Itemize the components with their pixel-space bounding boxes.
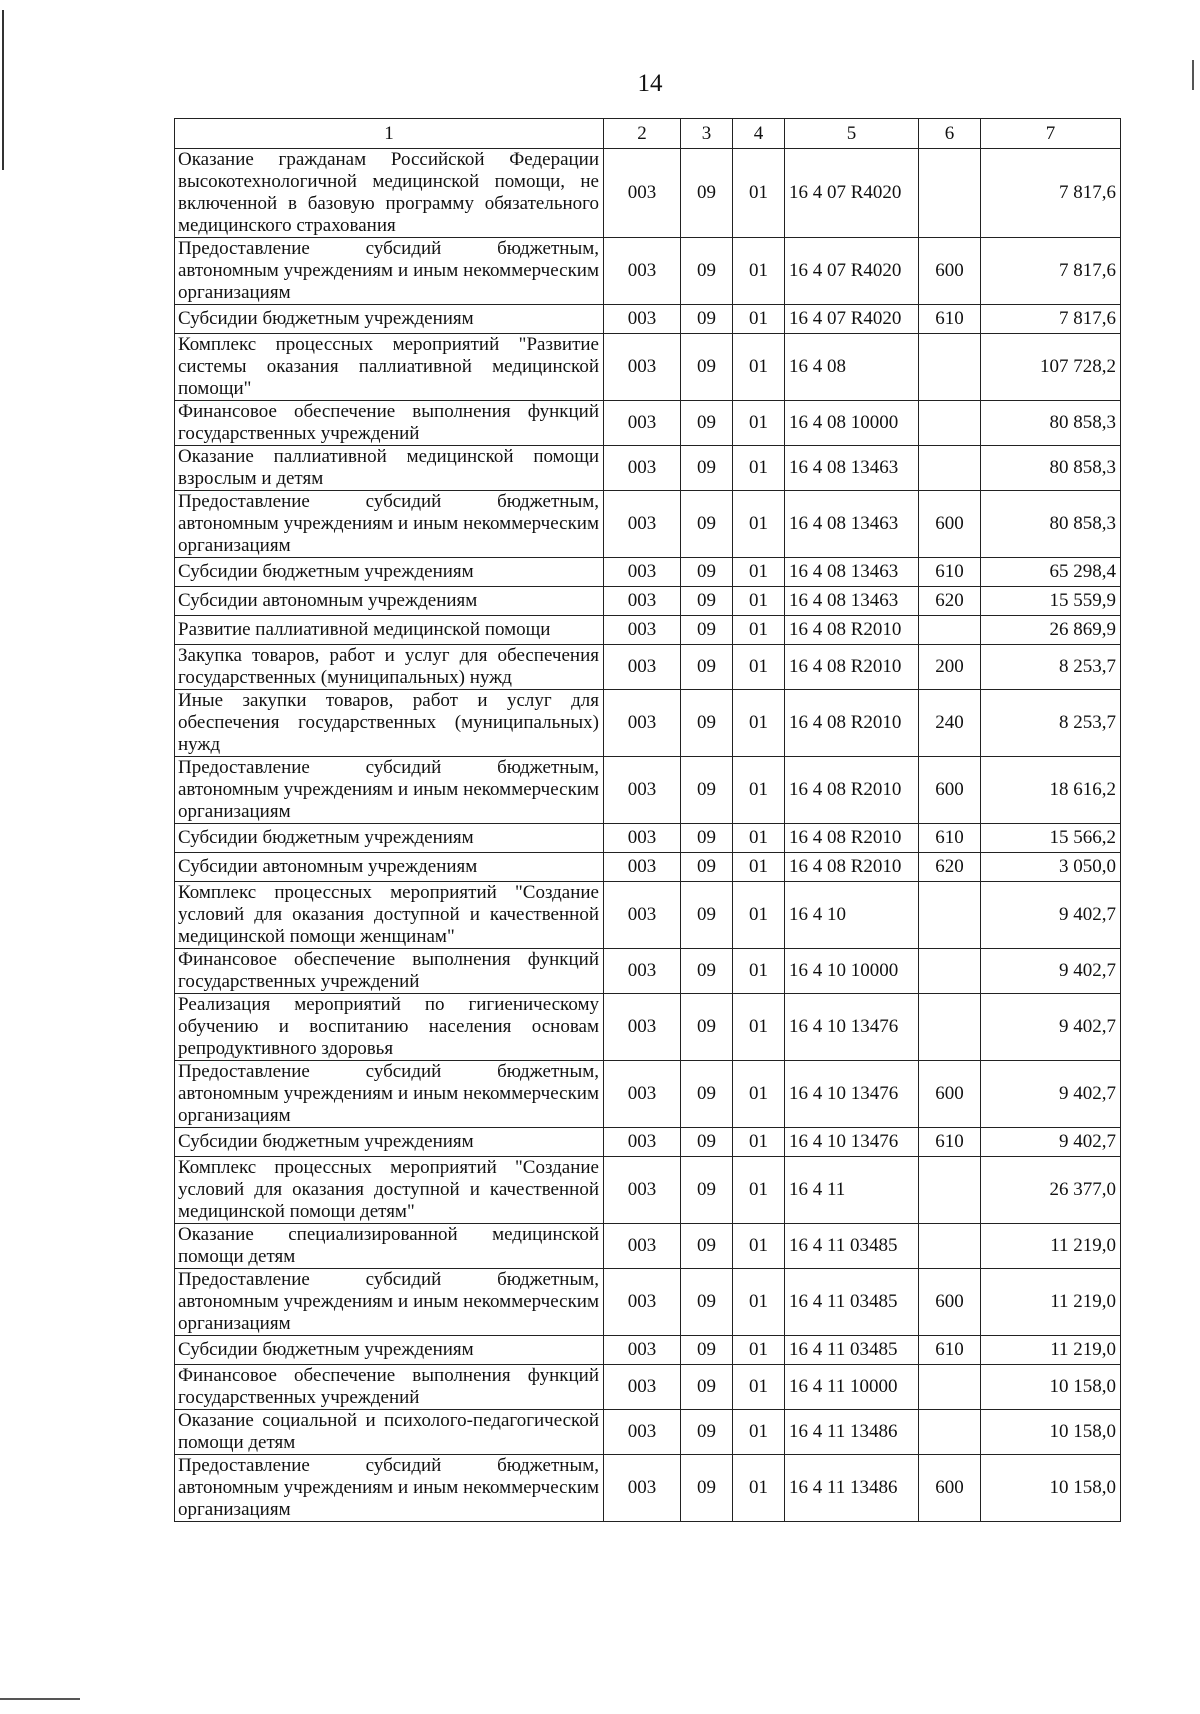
row-grbs-code: 003 bbox=[604, 645, 681, 690]
row-grbs-code: 003 bbox=[604, 1336, 681, 1365]
row-section-code: 09 bbox=[681, 994, 733, 1061]
row-expense-type bbox=[919, 1365, 981, 1410]
row-expense-type: 620 bbox=[919, 853, 981, 882]
row-target-article: 16 4 11 10000 bbox=[785, 1365, 919, 1410]
table-row bbox=[175, 1128, 1121, 1157]
row-expense-type bbox=[919, 1410, 981, 1455]
table-row bbox=[175, 853, 1121, 882]
row-expense-type: 610 bbox=[919, 1336, 981, 1365]
table-row bbox=[175, 334, 1121, 401]
row-expense-type: 610 bbox=[919, 558, 981, 587]
column-header: 3 bbox=[681, 119, 733, 149]
row-section-code: 09 bbox=[681, 1365, 733, 1410]
row-amount: 8 253,7 bbox=[981, 690, 1121, 757]
row-grbs-code: 003 bbox=[604, 238, 681, 305]
row-grbs-code: 003 bbox=[604, 994, 681, 1061]
row-grbs-code: 003 bbox=[604, 1224, 681, 1269]
table-row bbox=[175, 587, 1121, 616]
row-target-article: 16 4 08 10000 bbox=[785, 401, 919, 446]
row-subsection-code: 01 bbox=[733, 1128, 785, 1157]
row-description: Предоставление субсидий бюджетным, автономным учреждениям и иным некоммерческим организациям bbox=[175, 1455, 604, 1522]
row-target-article: 16 4 10 10000 bbox=[785, 949, 919, 994]
row-section-code: 09 bbox=[681, 149, 733, 238]
row-subsection-code: 01 bbox=[733, 1157, 785, 1224]
row-expense-type bbox=[919, 149, 981, 238]
row-description: Иные закупки товаров, работ и услуг для обеспечения государственных (муниципальных) нужд bbox=[175, 690, 604, 757]
row-target-article: 16 4 10 bbox=[785, 882, 919, 949]
row-subsection-code: 01 bbox=[733, 616, 785, 645]
page-number: 14 bbox=[637, 70, 663, 97]
table-row bbox=[175, 757, 1121, 824]
table-row bbox=[175, 1157, 1121, 1224]
row-subsection-code: 01 bbox=[733, 645, 785, 690]
row-grbs-code: 003 bbox=[604, 491, 681, 558]
budget-table bbox=[174, 118, 1121, 1522]
row-amount: 11 219,0 bbox=[981, 1336, 1121, 1365]
row-target-article: 16 4 11 13486 bbox=[785, 1410, 919, 1455]
row-grbs-code: 003 bbox=[604, 1157, 681, 1224]
row-grbs-code: 003 bbox=[604, 446, 681, 491]
row-amount: 7 817,6 bbox=[981, 305, 1121, 334]
table-row bbox=[175, 824, 1121, 853]
row-section-code: 09 bbox=[681, 757, 733, 824]
row-grbs-code: 003 bbox=[604, 1365, 681, 1410]
row-amount: 11 219,0 bbox=[981, 1269, 1121, 1336]
row-section-code: 09 bbox=[681, 238, 733, 305]
row-grbs-code: 003 bbox=[604, 334, 681, 401]
row-subsection-code: 01 bbox=[733, 1269, 785, 1336]
row-expense-type: 200 bbox=[919, 645, 981, 690]
row-description: Субсидии бюджетным учреждениям bbox=[175, 1128, 604, 1157]
table-row bbox=[175, 1336, 1121, 1365]
row-section-code: 09 bbox=[681, 949, 733, 994]
row-section-code: 09 bbox=[681, 1061, 733, 1128]
row-target-article: 16 4 08 R2010 bbox=[785, 757, 919, 824]
row-amount: 80 858,3 bbox=[981, 491, 1121, 558]
row-expense-type: 600 bbox=[919, 1061, 981, 1128]
row-section-code: 09 bbox=[681, 616, 733, 645]
row-amount: 80 858,3 bbox=[981, 446, 1121, 491]
row-section-code: 09 bbox=[681, 1157, 733, 1224]
row-grbs-code: 003 bbox=[604, 1410, 681, 1455]
row-subsection-code: 01 bbox=[733, 1410, 785, 1455]
row-subsection-code: 01 bbox=[733, 305, 785, 334]
table-row bbox=[175, 882, 1121, 949]
row-subsection-code: 01 bbox=[733, 853, 785, 882]
row-expense-type: 600 bbox=[919, 1269, 981, 1336]
row-description: Комплекс процессных мероприятий "Создание условий для оказания доступной и качественной медицинской помощи детям" bbox=[175, 1157, 604, 1224]
row-section-code: 09 bbox=[681, 1224, 733, 1269]
row-subsection-code: 01 bbox=[733, 149, 785, 238]
row-section-code: 09 bbox=[681, 645, 733, 690]
row-description: Предоставление субсидий бюджетным, автономным учреждениям и иным некоммерческим организациям bbox=[175, 757, 604, 824]
row-description: Комплекс процессных мероприятий "Развитие системы оказания паллиативной медицинской помощи" bbox=[175, 334, 604, 401]
row-section-code: 09 bbox=[681, 558, 733, 587]
row-grbs-code: 003 bbox=[604, 949, 681, 994]
row-target-article: 16 4 08 13463 bbox=[785, 558, 919, 587]
row-section-code: 09 bbox=[681, 1455, 733, 1522]
row-target-article: 16 4 10 13476 bbox=[785, 994, 919, 1061]
row-amount: 65 298,4 bbox=[981, 558, 1121, 587]
row-amount: 15 559,9 bbox=[981, 587, 1121, 616]
row-expense-type: 610 bbox=[919, 1128, 981, 1157]
column-header: 1 bbox=[175, 119, 604, 149]
row-amount: 9 402,7 bbox=[981, 994, 1121, 1061]
row-expense-type: 240 bbox=[919, 690, 981, 757]
row-description: Предоставление субсидий бюджетным, автономным учреждениям и иным некоммерческим организациям bbox=[175, 491, 604, 558]
row-subsection-code: 01 bbox=[733, 1365, 785, 1410]
column-header: 2 bbox=[604, 119, 681, 149]
row-amount: 26 869,9 bbox=[981, 616, 1121, 645]
row-section-code: 09 bbox=[681, 853, 733, 882]
row-amount: 107 728,2 bbox=[981, 334, 1121, 401]
row-expense-type bbox=[919, 949, 981, 994]
row-target-article: 16 4 08 13463 bbox=[785, 491, 919, 558]
row-grbs-code: 003 bbox=[604, 853, 681, 882]
row-description: Оказание социальной и психолого-педагогической помощи детям bbox=[175, 1410, 604, 1455]
row-description: Предоставление субсидий бюджетным, автономным учреждениям и иным некоммерческим организациям bbox=[175, 1061, 604, 1128]
row-description: Финансовое обеспечение выполнения функций государственных учреждений bbox=[175, 1365, 604, 1410]
row-expense-type: 610 bbox=[919, 824, 981, 853]
table-header-row bbox=[175, 119, 1121, 149]
row-amount: 15 566,2 bbox=[981, 824, 1121, 853]
row-subsection-code: 01 bbox=[733, 491, 785, 558]
table-row bbox=[175, 1410, 1121, 1455]
column-header: 7 bbox=[981, 119, 1121, 149]
row-section-code: 09 bbox=[681, 824, 733, 853]
table-row bbox=[175, 1365, 1121, 1410]
row-description: Развитие паллиативной медицинской помощи bbox=[175, 616, 604, 645]
table-row bbox=[175, 1269, 1121, 1336]
row-description: Оказание гражданам Российской Федерации высокотехнологичной медицинской помощи, не включенной в базовую программу обязательного медицинского страхования bbox=[175, 149, 604, 238]
row-section-code: 09 bbox=[681, 882, 733, 949]
row-target-article: 16 4 08 R2010 bbox=[785, 824, 919, 853]
row-subsection-code: 01 bbox=[733, 587, 785, 616]
row-description: Субсидии бюджетным учреждениям bbox=[175, 824, 604, 853]
row-grbs-code: 003 bbox=[604, 882, 681, 949]
row-subsection-code: 01 bbox=[733, 238, 785, 305]
row-description: Оказание специализированной медицинской помощи детям bbox=[175, 1224, 604, 1269]
row-amount: 18 616,2 bbox=[981, 757, 1121, 824]
row-subsection-code: 01 bbox=[733, 1224, 785, 1269]
row-subsection-code: 01 bbox=[733, 690, 785, 757]
table-row bbox=[175, 645, 1121, 690]
row-description: Комплекс процессных мероприятий "Создание условий для оказания доступной и качественной медицинской помощи женщинам" bbox=[175, 882, 604, 949]
row-description: Предоставление субсидий бюджетным, автономным учреждениям и иным некоммерческим организациям bbox=[175, 1269, 604, 1336]
row-grbs-code: 003 bbox=[604, 1061, 681, 1128]
row-expense-type: 600 bbox=[919, 757, 981, 824]
table-row bbox=[175, 305, 1121, 334]
row-expense-type bbox=[919, 446, 981, 491]
row-section-code: 09 bbox=[681, 690, 733, 757]
row-description: Финансовое обеспечение выполнения функций государственных учреждений bbox=[175, 401, 604, 446]
row-section-code: 09 bbox=[681, 1128, 733, 1157]
row-section-code: 09 bbox=[681, 401, 733, 446]
row-amount: 26 377,0 bbox=[981, 1157, 1121, 1224]
column-header: 5 bbox=[785, 119, 919, 149]
row-amount: 3 050,0 bbox=[981, 853, 1121, 882]
table-row bbox=[175, 994, 1121, 1061]
row-description: Субсидии бюджетным учреждениям bbox=[175, 1336, 604, 1365]
table-row bbox=[175, 149, 1121, 238]
row-description: Субсидии автономным учреждениям bbox=[175, 587, 604, 616]
row-section-code: 09 bbox=[681, 1410, 733, 1455]
row-target-article: 16 4 07 R4020 bbox=[785, 238, 919, 305]
row-amount: 9 402,7 bbox=[981, 1128, 1121, 1157]
row-target-article: 16 4 11 bbox=[785, 1157, 919, 1224]
row-subsection-code: 01 bbox=[733, 994, 785, 1061]
row-subsection-code: 01 bbox=[733, 757, 785, 824]
row-grbs-code: 003 bbox=[604, 587, 681, 616]
row-target-article: 16 4 10 13476 bbox=[785, 1061, 919, 1128]
row-amount: 10 158,0 bbox=[981, 1365, 1121, 1410]
row-grbs-code: 003 bbox=[604, 616, 681, 645]
row-grbs-code: 003 bbox=[604, 1128, 681, 1157]
row-amount: 7 817,6 bbox=[981, 238, 1121, 305]
row-grbs-code: 003 bbox=[604, 149, 681, 238]
row-target-article: 16 4 08 13463 bbox=[785, 446, 919, 491]
row-amount: 10 158,0 bbox=[981, 1410, 1121, 1455]
table-row bbox=[175, 558, 1121, 587]
row-section-code: 09 bbox=[681, 491, 733, 558]
row-description: Субсидии автономным учреждениям bbox=[175, 853, 604, 882]
table-row bbox=[175, 1224, 1121, 1269]
row-subsection-code: 01 bbox=[733, 401, 785, 446]
row-expense-type: 610 bbox=[919, 305, 981, 334]
row-target-article: 16 4 10 13476 bbox=[785, 1128, 919, 1157]
row-expense-type bbox=[919, 994, 981, 1061]
row-target-article: 16 4 08 R2010 bbox=[785, 616, 919, 645]
row-description: Реализация мероприятий по гигиеническому обучению и воспитанию населения основам репродуктивного здоровья bbox=[175, 994, 604, 1061]
row-grbs-code: 003 bbox=[604, 305, 681, 334]
row-target-article: 16 4 11 03485 bbox=[785, 1224, 919, 1269]
table-row bbox=[175, 491, 1121, 558]
row-description: Субсидии бюджетным учреждениям bbox=[175, 558, 604, 587]
row-expense-type: 600 bbox=[919, 238, 981, 305]
table-row bbox=[175, 238, 1121, 305]
row-amount: 9 402,7 bbox=[981, 882, 1121, 949]
table-row bbox=[175, 949, 1121, 994]
row-target-article: 16 4 08 R2010 bbox=[785, 645, 919, 690]
row-amount: 10 158,0 bbox=[981, 1455, 1121, 1522]
row-section-code: 09 bbox=[681, 1336, 733, 1365]
row-section-code: 09 bbox=[681, 334, 733, 401]
row-target-article: 16 4 08 R2010 bbox=[785, 690, 919, 757]
row-section-code: 09 bbox=[681, 305, 733, 334]
row-target-article: 16 4 08 R2010 bbox=[785, 853, 919, 882]
row-grbs-code: 003 bbox=[604, 1269, 681, 1336]
row-grbs-code: 003 bbox=[604, 401, 681, 446]
row-description: Оказание паллиативной медицинской помощи взрослым и детям bbox=[175, 446, 604, 491]
row-subsection-code: 01 bbox=[733, 446, 785, 491]
row-expense-type bbox=[919, 1157, 981, 1224]
row-expense-type bbox=[919, 334, 981, 401]
table-row bbox=[175, 1455, 1121, 1522]
column-header: 6 bbox=[919, 119, 981, 149]
row-amount: 80 858,3 bbox=[981, 401, 1121, 446]
row-amount: 11 219,0 bbox=[981, 1224, 1121, 1269]
row-description: Закупка товаров, работ и услуг для обеспечения государственных (муниципальных) нужд bbox=[175, 645, 604, 690]
row-description: Субсидии бюджетным учреждениям bbox=[175, 305, 604, 334]
row-subsection-code: 01 bbox=[733, 882, 785, 949]
table-row bbox=[175, 616, 1121, 645]
table-row bbox=[175, 401, 1121, 446]
row-section-code: 09 bbox=[681, 446, 733, 491]
row-target-article: 16 4 11 03485 bbox=[785, 1269, 919, 1336]
row-target-article: 16 4 07 R4020 bbox=[785, 149, 919, 238]
row-expense-type: 600 bbox=[919, 491, 981, 558]
row-expense-type bbox=[919, 401, 981, 446]
table-row bbox=[175, 690, 1121, 757]
row-subsection-code: 01 bbox=[733, 1336, 785, 1365]
row-grbs-code: 003 bbox=[604, 558, 681, 587]
row-amount: 8 253,7 bbox=[981, 645, 1121, 690]
row-amount: 7 817,6 bbox=[981, 149, 1121, 238]
row-expense-type: 600 bbox=[919, 1455, 981, 1522]
row-grbs-code: 003 bbox=[604, 824, 681, 853]
row-expense-type bbox=[919, 882, 981, 949]
row-target-article: 16 4 07 R4020 bbox=[785, 305, 919, 334]
row-target-article: 16 4 11 03485 bbox=[785, 1336, 919, 1365]
row-subsection-code: 01 bbox=[733, 949, 785, 994]
row-section-code: 09 bbox=[681, 587, 733, 616]
row-amount: 9 402,7 bbox=[981, 1061, 1121, 1128]
row-subsection-code: 01 bbox=[733, 1455, 785, 1522]
row-grbs-code: 003 bbox=[604, 757, 681, 824]
row-target-article: 16 4 08 bbox=[785, 334, 919, 401]
row-amount: 9 402,7 bbox=[981, 949, 1121, 994]
row-subsection-code: 01 bbox=[733, 824, 785, 853]
table-row bbox=[175, 1061, 1121, 1128]
row-grbs-code: 003 bbox=[604, 690, 681, 757]
row-expense-type: 620 bbox=[919, 587, 981, 616]
row-subsection-code: 01 bbox=[733, 1061, 785, 1128]
row-expense-type bbox=[919, 1224, 981, 1269]
row-target-article: 16 4 08 13463 bbox=[785, 587, 919, 616]
row-subsection-code: 01 bbox=[733, 558, 785, 587]
row-grbs-code: 003 bbox=[604, 1455, 681, 1522]
column-header: 4 bbox=[733, 119, 785, 149]
row-expense-type bbox=[919, 616, 981, 645]
row-description: Финансовое обеспечение выполнения функций государственных учреждений bbox=[175, 949, 604, 994]
row-subsection-code: 01 bbox=[733, 334, 785, 401]
scan-edge-mark bbox=[0, 1698, 80, 1700]
table-row bbox=[175, 446, 1121, 491]
row-description: Предоставление субсидий бюджетным, автономным учреждениям и иным некоммерческим организациям bbox=[175, 238, 604, 305]
row-section-code: 09 bbox=[681, 1269, 733, 1336]
row-target-article: 16 4 11 13486 bbox=[785, 1455, 919, 1522]
